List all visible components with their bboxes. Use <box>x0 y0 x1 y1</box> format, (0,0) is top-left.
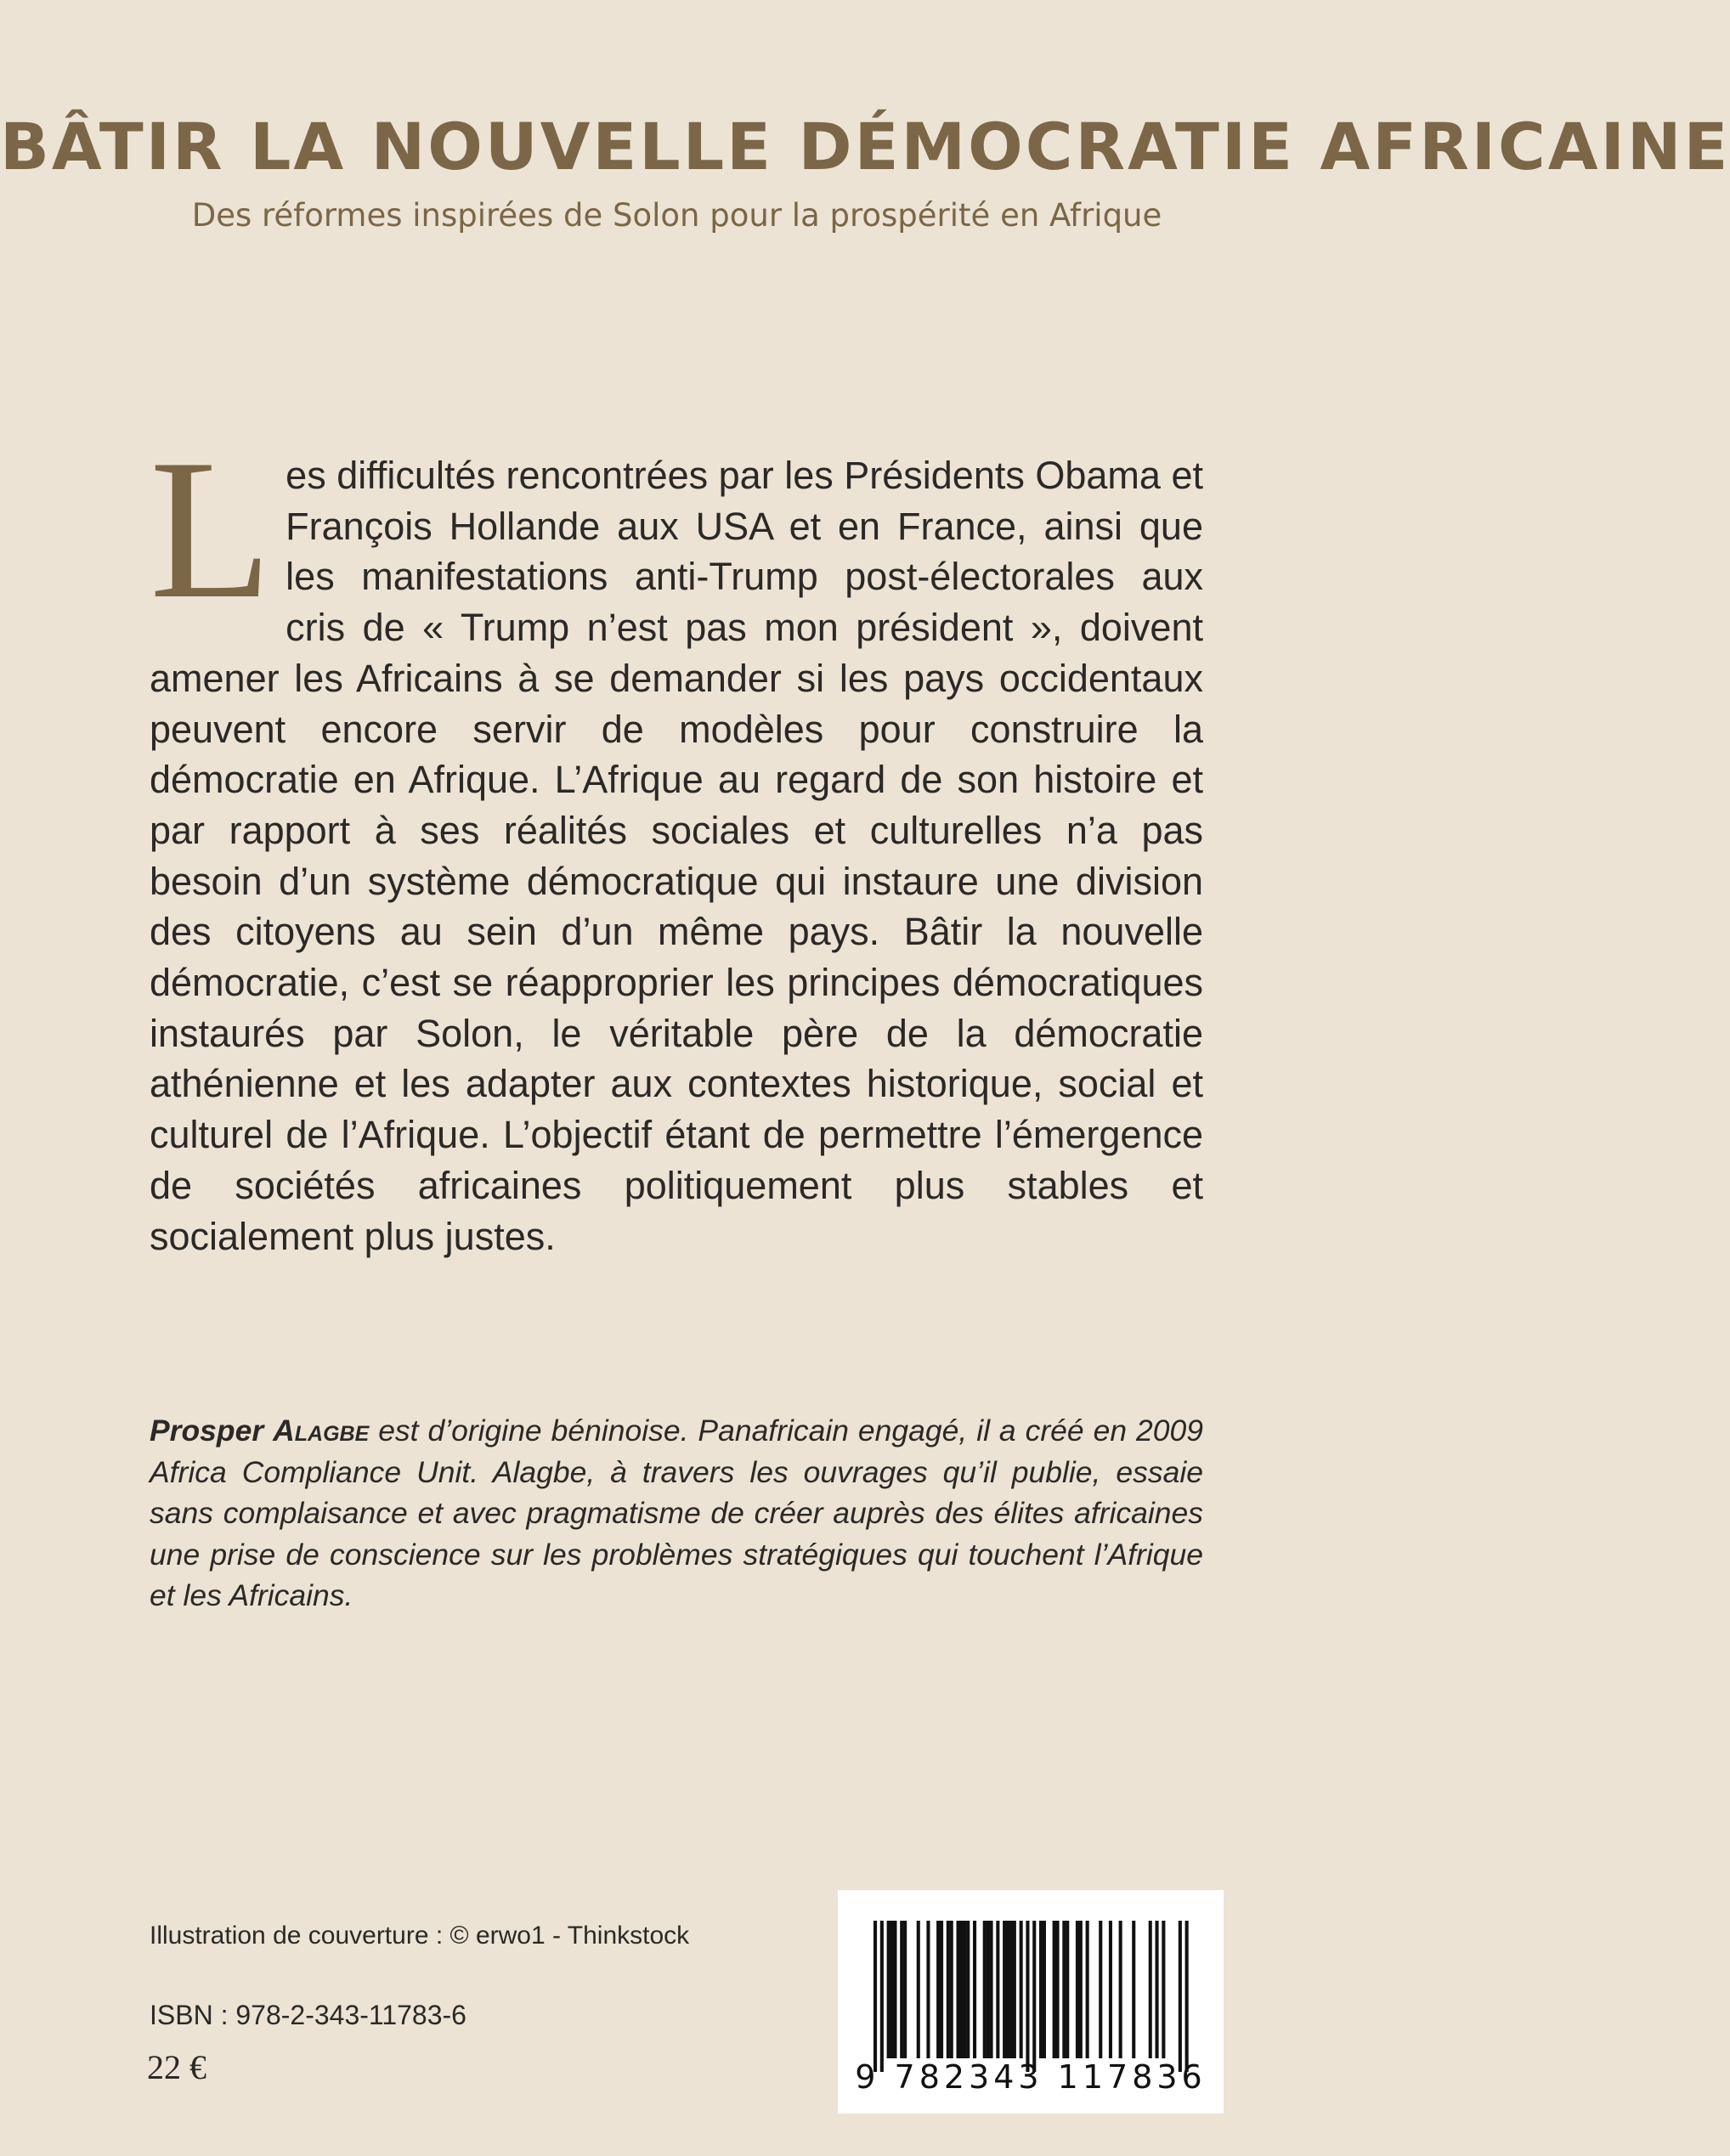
barcode-bar <box>887 1921 890 2058</box>
barcode-bar <box>1156 1921 1159 2058</box>
barcode-bar <box>1056 1921 1060 2058</box>
book-title: BÂTIR LA NOUVELLE DÉMOCRATIE AFRICAINE <box>0 109 1730 184</box>
barcode-bar <box>959 1921 963 2058</box>
barcode-bar <box>1062 1921 1066 2058</box>
barcode-bar <box>1119 1921 1122 2058</box>
barcode-bar <box>1086 1921 1089 2058</box>
barcode <box>838 1890 1224 2114</box>
price: 22 € <box>147 2048 206 2086</box>
barcode-bar <box>926 1921 930 2058</box>
barcode-bar <box>1043 1921 1046 2058</box>
barcode-bar <box>1053 1921 1056 2058</box>
barcode-bar <box>940 1921 943 2058</box>
barcode-bar <box>880 1921 884 2072</box>
barcode-bar <box>1149 1921 1152 2058</box>
barcode-bar <box>936 1921 940 2058</box>
barcode-bar <box>903 1921 907 2058</box>
barcode-bar <box>893 1921 896 2058</box>
barcode-bar <box>1009 1921 1013 2058</box>
barcode-bar <box>1099 1921 1102 2058</box>
author-bio-text: est d’origine béninoise. Panafricain engagé, il a créé en 2009 Africa Compliance Unit. Alagbe, à travers les ouvrages qu’il publie, essaie sans complaisance et avec pragmatisme de créer auprès des élites africaines une prise de conscience sur les problèmes stratégiques qui touchent l’Afrique et les Africains. <box>150 1414 1203 1612</box>
blurb <box>150 419 1203 1261</box>
barcode-bar <box>1006 1921 1009 2058</box>
blurb-text: es difficultés rencontrées par les Présidents Obama et François Hollande aux USA et en France, ainsi que les manifestations anti-Trump post-électorales aux cris de « Trump n’est pas mon président », doivent amener les Africains à se demander si les pays occidentaux peuvent encore servir de modèles pour construire la démocratie en Afrique. L’Afrique au regard de son histoire et par rapport à ses réalités sociales et culturelles n’a pas besoin d’un système démocratique qui instaure une division des citoyens au sein d’un même pays. Bâtir la nouvelle démocratie, c’est se réapproprier les principes démocratiques instaurés par Solon, le véritable père de la démocratie athénienne et les adapter aux contextes historique, social et culturel de l’Afrique. L’objectif étant de permettre l’émergence de sociétés africaines politiquement plus stables et socialement plus justes. <box>150 454 1203 1258</box>
barcode-bar <box>947 1921 950 2058</box>
barcode-bar <box>950 1921 953 2058</box>
isbn: ISBN : 978-2-343-11783-6 <box>150 2000 466 2030</box>
author-first-name: Prosper <box>150 1414 264 1448</box>
barcode-bar <box>973 1921 976 2058</box>
barcode-bar <box>873 1921 877 2072</box>
barcode-bar <box>1026 1921 1029 2072</box>
barcode-bar <box>1162 1921 1165 2058</box>
barcode-bar <box>1109 1921 1112 2058</box>
barcode-bar <box>1039 1921 1043 2058</box>
barcode-bar <box>1032 1921 1036 2072</box>
barcode-bar <box>1185 1921 1189 2072</box>
barcode-bar <box>1013 1921 1016 2058</box>
barcode-bar <box>987 1921 990 2058</box>
author-bio <box>150 1410 1203 1617</box>
book-subtitle: Des réformes inspirées de Solon pour la prospérité en Afrique <box>191 197 1162 234</box>
author-surname: Alagbe <box>273 1414 370 1448</box>
barcode-bar <box>890 1921 894 2058</box>
barcode-bar <box>963 1921 966 2058</box>
barcode-bar <box>1076 1921 1079 2058</box>
barcode-bar <box>996 1921 999 2058</box>
barcode-digits: 9 782343 117836 <box>855 2058 1207 2096</box>
barcode-bar <box>1003 1921 1006 2058</box>
barcode-bar <box>966 1921 970 2058</box>
barcode-bar <box>957 1921 960 2058</box>
barcode-bar <box>900 1921 903 2058</box>
barcode-bar <box>1132 1921 1135 2058</box>
barcode-bar <box>983 1921 987 2058</box>
barcode-bar <box>1066 1921 1069 2058</box>
barcode-bar <box>990 1921 993 2058</box>
barcode-bar <box>917 1921 920 2058</box>
illustration-credit: Illustration de couverture : © erwo1 - Thinkstock <box>150 1922 690 1950</box>
barcode-bar <box>1079 1921 1083 2058</box>
barcode-bar <box>1179 1921 1182 2072</box>
drop-cap: L <box>150 419 273 641</box>
barcode-bar <box>1020 1921 1023 2058</box>
